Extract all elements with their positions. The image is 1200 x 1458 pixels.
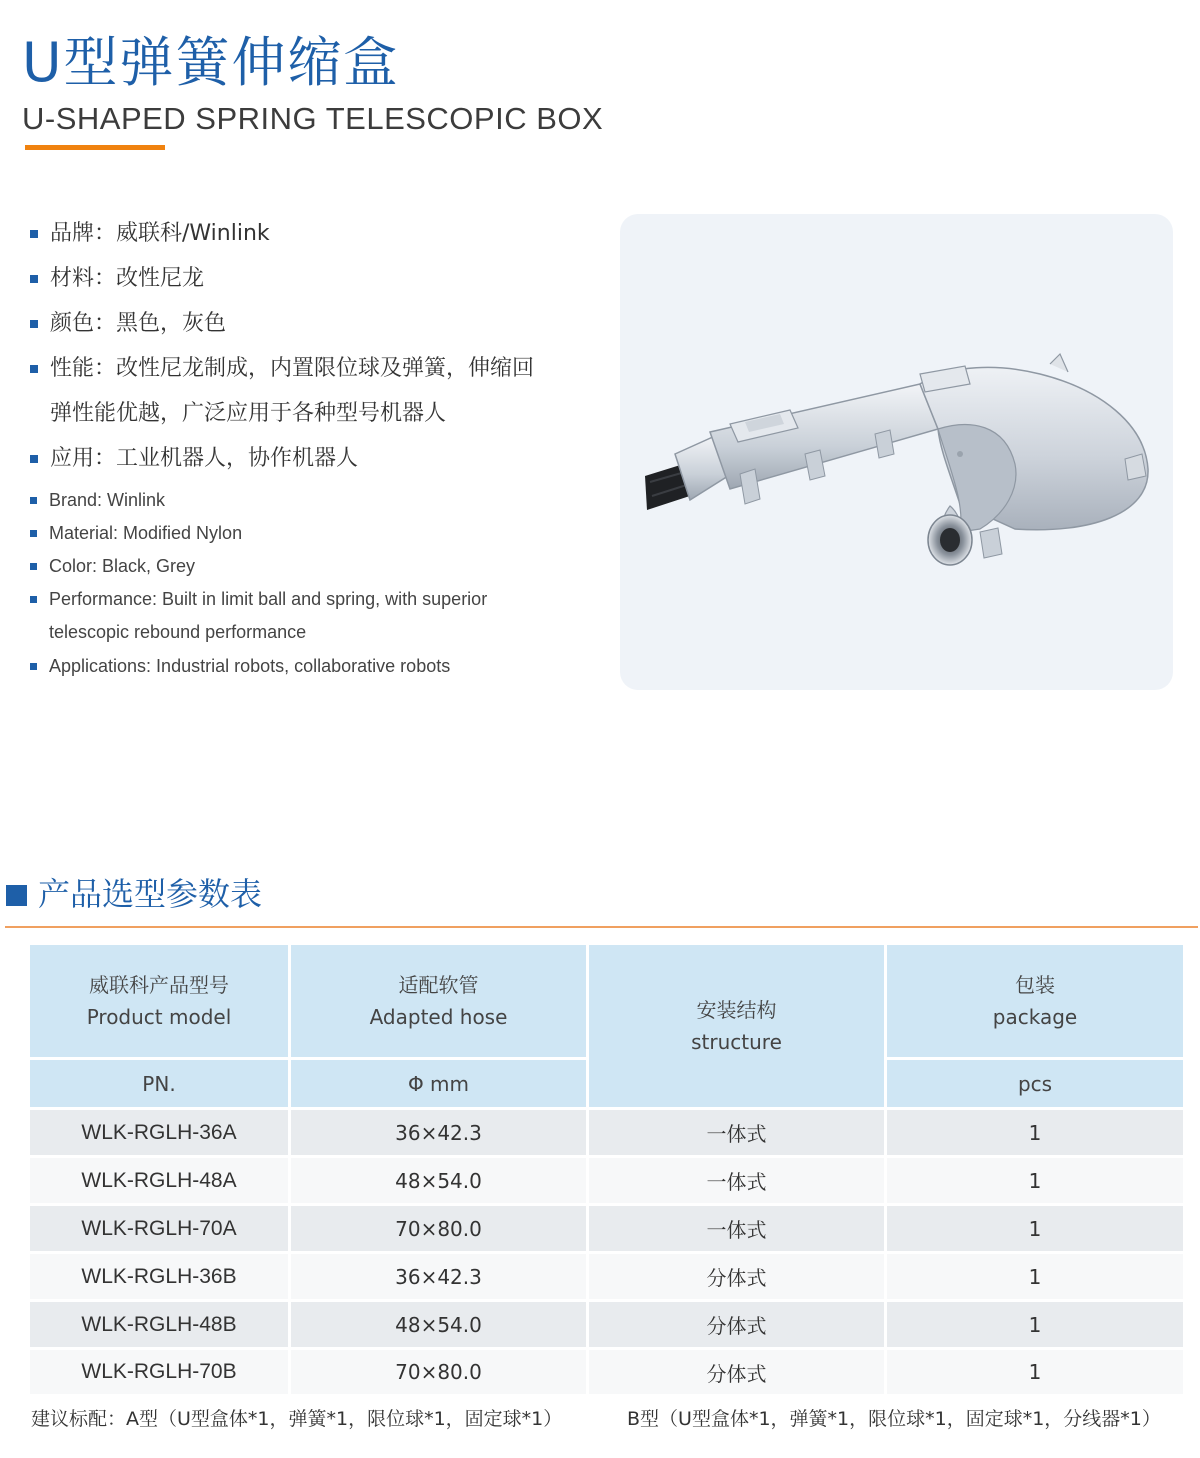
header-structure bbox=[589, 945, 884, 1107]
spec-text: 材料：改性尼龙 bbox=[50, 266, 205, 291]
bullet-icon bbox=[30, 497, 37, 504]
page-title: U型弹簧伸缩盒 bbox=[22, 31, 400, 94]
spec-text: Color: Black, Grey bbox=[49, 556, 196, 576]
section-title: 产品选型参数表 bbox=[38, 875, 263, 913]
cell-structure: 分体式 bbox=[589, 1350, 884, 1394]
cell-package: 1 bbox=[887, 1254, 1183, 1299]
bullet-icon bbox=[30, 455, 38, 463]
cell-model: WLK-RGLH-48A bbox=[30, 1158, 288, 1203]
cell-package: 1 bbox=[887, 1350, 1183, 1394]
bullet-icon bbox=[30, 275, 38, 283]
cell-package: 1 bbox=[887, 1110, 1183, 1155]
cell-package: 1 bbox=[887, 1302, 1183, 1347]
header-model-unit: PN. bbox=[30, 1060, 288, 1107]
header-package-en: package bbox=[992, 1005, 1078, 1029]
product-photo-panel bbox=[620, 214, 1173, 690]
cell-hose: 36×42.3 bbox=[291, 1254, 586, 1299]
bullet-icon bbox=[30, 563, 37, 570]
bullet-icon bbox=[30, 230, 38, 238]
bullet-icon bbox=[30, 320, 38, 328]
header-structure-cn: 安装结构 bbox=[696, 998, 777, 1022]
section-marker bbox=[6, 885, 27, 906]
bullet-icon bbox=[30, 663, 37, 670]
bullet-icon bbox=[30, 365, 38, 373]
cell-hose: 70×80.0 bbox=[291, 1350, 586, 1394]
spec-text-continued: 弹性能优越，广泛应用于各种型号机器人 bbox=[50, 401, 447, 426]
spec-text: 品牌：威联科/Winlink bbox=[50, 221, 270, 246]
cell-model: WLK-RGLH-36B bbox=[30, 1254, 288, 1299]
header-package bbox=[887, 945, 1183, 1057]
cell-structure: 一体式 bbox=[589, 1206, 884, 1251]
header-hose-unit: Φ mm bbox=[291, 1060, 586, 1107]
product-image bbox=[620, 214, 1173, 690]
cell-model: WLK-RGLH-36A bbox=[30, 1110, 288, 1155]
spec-text: 性能：改性尼龙制成，内置限位球及弹簧，伸缩回 bbox=[50, 356, 535, 381]
cell-hose: 36×42.3 bbox=[291, 1110, 586, 1155]
note-type-b: B型（U型盒体*1，弹簧*1，限位球*1，固定球*1，分线器*1） bbox=[627, 1408, 1161, 1430]
note-type-a: 建议标配：A型（U型盒体*1，弹簧*1，限位球*1，固定球*1） bbox=[31, 1408, 563, 1430]
cell-hose: 70×80.0 bbox=[291, 1206, 586, 1251]
cell-structure: 分体式 bbox=[589, 1254, 884, 1299]
spec-text: Performance: Built in limit ball and spring, with superior bbox=[49, 589, 488, 609]
page-subtitle: U-SHAPED SPRING TELESCOPIC BOX bbox=[22, 101, 604, 136]
section-divider bbox=[5, 926, 1198, 928]
header-structure-en: structure bbox=[691, 1030, 782, 1054]
spec-text-continued: telescopic rebound performance bbox=[49, 622, 307, 642]
cell-hose: 48×54.0 bbox=[291, 1302, 586, 1347]
header-package-cn: 包装 bbox=[1015, 973, 1055, 997]
header-model-en: Product model bbox=[86, 1005, 232, 1029]
header-hose bbox=[291, 945, 586, 1057]
cell-model: WLK-RGLH-48B bbox=[30, 1302, 288, 1347]
spec-text: 应用：工业机器人，协作机器人 bbox=[50, 446, 359, 471]
cell-hose: 48×54.0 bbox=[291, 1158, 586, 1203]
title-underline bbox=[25, 145, 165, 150]
cell-structure: 分体式 bbox=[589, 1302, 884, 1347]
cell-package: 1 bbox=[887, 1158, 1183, 1203]
header-model bbox=[30, 945, 288, 1057]
spec-text: Brand: Winlink bbox=[49, 490, 166, 510]
spec-table bbox=[30, 945, 1183, 1394]
bullet-icon bbox=[30, 596, 37, 603]
cell-structure: 一体式 bbox=[589, 1110, 884, 1155]
bullet-icon bbox=[30, 530, 37, 537]
header-hose-cn: 适配软管 bbox=[398, 973, 479, 997]
spec-text: Applications: Industrial robots, collaborative robots bbox=[49, 656, 451, 676]
spec-text: Material: Modified Nylon bbox=[49, 523, 243, 543]
cell-model: WLK-RGLH-70B bbox=[30, 1350, 288, 1394]
header-package-unit: pcs bbox=[887, 1060, 1183, 1107]
header-model-cn: 威联科产品型号 bbox=[89, 973, 229, 997]
cell-structure: 一体式 bbox=[589, 1158, 884, 1203]
spec-text: 颜色：黑色，灰色 bbox=[50, 311, 227, 336]
cell-model: WLK-RGLH-70A bbox=[30, 1206, 288, 1251]
cell-package: 1 bbox=[887, 1206, 1183, 1251]
header-hose-en: Adapted hose bbox=[369, 1005, 508, 1029]
